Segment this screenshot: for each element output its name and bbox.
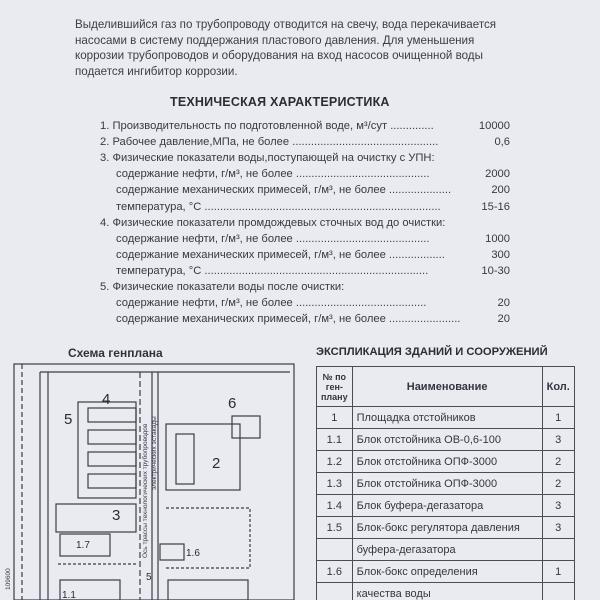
- spec-line: [100, 201, 510, 215]
- plan-label-15: 5: [146, 572, 152, 583]
- spec-value: 1000: [485, 232, 510, 245]
- spec-line: [100, 265, 510, 279]
- explication-table: [316, 366, 575, 600]
- table-cell-qty: [542, 539, 574, 561]
- spec-line: [100, 168, 510, 182]
- table-row: [317, 583, 575, 600]
- spec-label: содержание нефти, г/м³, не более ...........................................: [116, 168, 430, 181]
- plan-area-outer: [78, 402, 136, 498]
- spec-label: 1. Производительность по подготовленной воде, м³/сут ..............: [100, 120, 434, 132]
- plan-dimension-label: 109600: [5, 568, 12, 590]
- scheme-title: Схема генплана: [68, 346, 163, 360]
- table-cell-num: [317, 539, 353, 561]
- spec-value: 20: [497, 297, 510, 310]
- table-row: [317, 451, 575, 473]
- spec-line: [100, 297, 510, 311]
- table-cell-qty: 1: [542, 561, 574, 583]
- plan-label-2: 2: [212, 455, 221, 472]
- spec-label: содержание механических примесей, г/м³, не более ..................: [116, 248, 445, 261]
- spec-value: 10000: [478, 120, 510, 132]
- table-cell-qty: [542, 583, 574, 600]
- spec-line: [100, 217, 510, 231]
- spec-value: 15-16: [481, 200, 510, 213]
- tech-title: ТЕХНИЧЕСКАЯ ХАРАКТЕРИСТИКА: [170, 95, 390, 109]
- plan-label-3: 3: [112, 507, 121, 524]
- table-cell-num: 1.4: [317, 495, 353, 517]
- table-cell-num: 1.5: [317, 517, 353, 539]
- table-cell-qty: 3: [542, 517, 574, 539]
- header-quantity: Кол.: [542, 367, 574, 407]
- table-cell-name: Блок буфера-дегазатора: [352, 495, 542, 517]
- spec-value: 2000: [485, 168, 510, 181]
- spec-label: 4. Физические показатели промдождевых сточных вод до очистки:: [100, 216, 446, 229]
- plan-label-5: 5: [64, 411, 73, 428]
- plan-block-4: [88, 408, 136, 422]
- table-row: [317, 517, 575, 539]
- spec-label: содержание нефти, г/м³, не более ..........................................: [116, 297, 427, 310]
- spec-label: температура, °С ........................................................................: [116, 264, 429, 277]
- plan-block-3: [56, 504, 136, 532]
- table-row: [317, 429, 575, 451]
- table-cell-name: буфера-дегазатора: [352, 539, 542, 561]
- spec-label: содержание механических примесей, г/м³, не более ....................: [116, 184, 452, 197]
- plan-vertical-label-2: электрических эстакады: [151, 416, 158, 490]
- plan-block-5a: [88, 430, 136, 444]
- spec-label: температура, °С ............................................................................: [116, 200, 441, 213]
- spec-label: 2. Рабочее давление,МПа, не более ...............................................: [100, 136, 439, 149]
- table-cell-num: 1.3: [317, 473, 353, 495]
- spec-label: 5. Физические показатели воды после очистки:: [100, 281, 345, 293]
- spec-label: содержание нефти, г/м³, не более ...........................................: [116, 232, 430, 245]
- table-row: [317, 495, 575, 517]
- spec-line: [100, 233, 510, 247]
- spec-value: 0,6: [494, 136, 510, 149]
- table-cell-qty: 3: [542, 429, 574, 451]
- spec-line: [100, 281, 510, 295]
- spec-value: 20: [497, 313, 510, 326]
- plan-pipe-loop: [166, 508, 250, 568]
- explication-title: ЭКСПЛИКАЦИЯ ЗДАНИЙ И СООРУЖЕНИЙ: [316, 346, 548, 358]
- spec-line: [100, 152, 510, 166]
- plan-block-5b: [88, 452, 136, 466]
- header-number: № по ген-плану: [317, 367, 353, 407]
- table-cell-num: 1.1: [317, 429, 353, 451]
- spec-line: [100, 184, 510, 198]
- table-cell-qty: 1: [542, 407, 574, 429]
- spec-label: содержание механических примесей, г/м³, не более .......................: [116, 313, 461, 326]
- plan-label-11: 1.1: [62, 590, 76, 600]
- table-row: [317, 407, 575, 429]
- spec-line: [100, 120, 510, 134]
- plan-tank: [176, 434, 194, 484]
- table-cell-name: Блок отстойника ОВ-0,6-100: [352, 429, 542, 451]
- plan-block-15: [168, 580, 248, 600]
- table-cell-num: 1.2: [317, 451, 353, 473]
- table-cell-qty: 2: [542, 473, 574, 495]
- table-cell-qty: 2: [542, 451, 574, 473]
- table-cell-name: Блок отстойника ОПФ-3000: [352, 451, 542, 473]
- plan-block-5c: [88, 474, 136, 488]
- plan-block-16: [160, 544, 184, 560]
- plan-label-17: 1.7: [76, 540, 90, 551]
- plan-label-16: 1.6: [186, 548, 200, 559]
- plan-block-6: [232, 416, 260, 438]
- table-cell-qty: 3: [542, 495, 574, 517]
- table-cell-num: [317, 583, 353, 600]
- table-row: [317, 561, 575, 583]
- header-name: Наименование: [352, 367, 542, 407]
- table-cell-name: Площадка отстойников: [352, 407, 542, 429]
- plan-vertical-label-1: Ось трассы технологических трубопроводов: [142, 423, 149, 558]
- table-row: [317, 539, 575, 561]
- spec-line: [100, 313, 510, 327]
- spec-line: [100, 249, 510, 263]
- table-cell-name: Блок-бокс регулятора давления: [352, 517, 542, 539]
- table-cell-name: Блок-бокс определения: [352, 561, 542, 583]
- site-plan-diagram: [0, 358, 300, 600]
- plan-label-6: 6: [228, 395, 237, 412]
- table-cell-num: 1.6: [317, 561, 353, 583]
- intro-paragraph: Выделившийся газ по трубопроводу отводится на свечу, вода перекачивается насосами в систему поддержания пластового давления. Для уменьшения коррозии трубопроводов и оборудования на вход насосов очищенной воды подается ингибитор коррозии.: [75, 18, 497, 78]
- table-cell-name: качества воды: [352, 583, 542, 600]
- plan-label-4: 4: [102, 391, 111, 408]
- spec-line: [100, 136, 510, 150]
- spec-value: 10-30: [481, 264, 510, 277]
- spec-value: 200: [491, 184, 510, 197]
- table-cell-name: Блок отстойника ОПФ-3000: [352, 473, 542, 495]
- spec-value: 300: [491, 248, 510, 261]
- table-cell-num: 1: [317, 407, 353, 429]
- spec-label: 3. Физические показатели воды,поступающей на очистку с УПН:: [100, 152, 435, 165]
- table-row: [317, 473, 575, 495]
